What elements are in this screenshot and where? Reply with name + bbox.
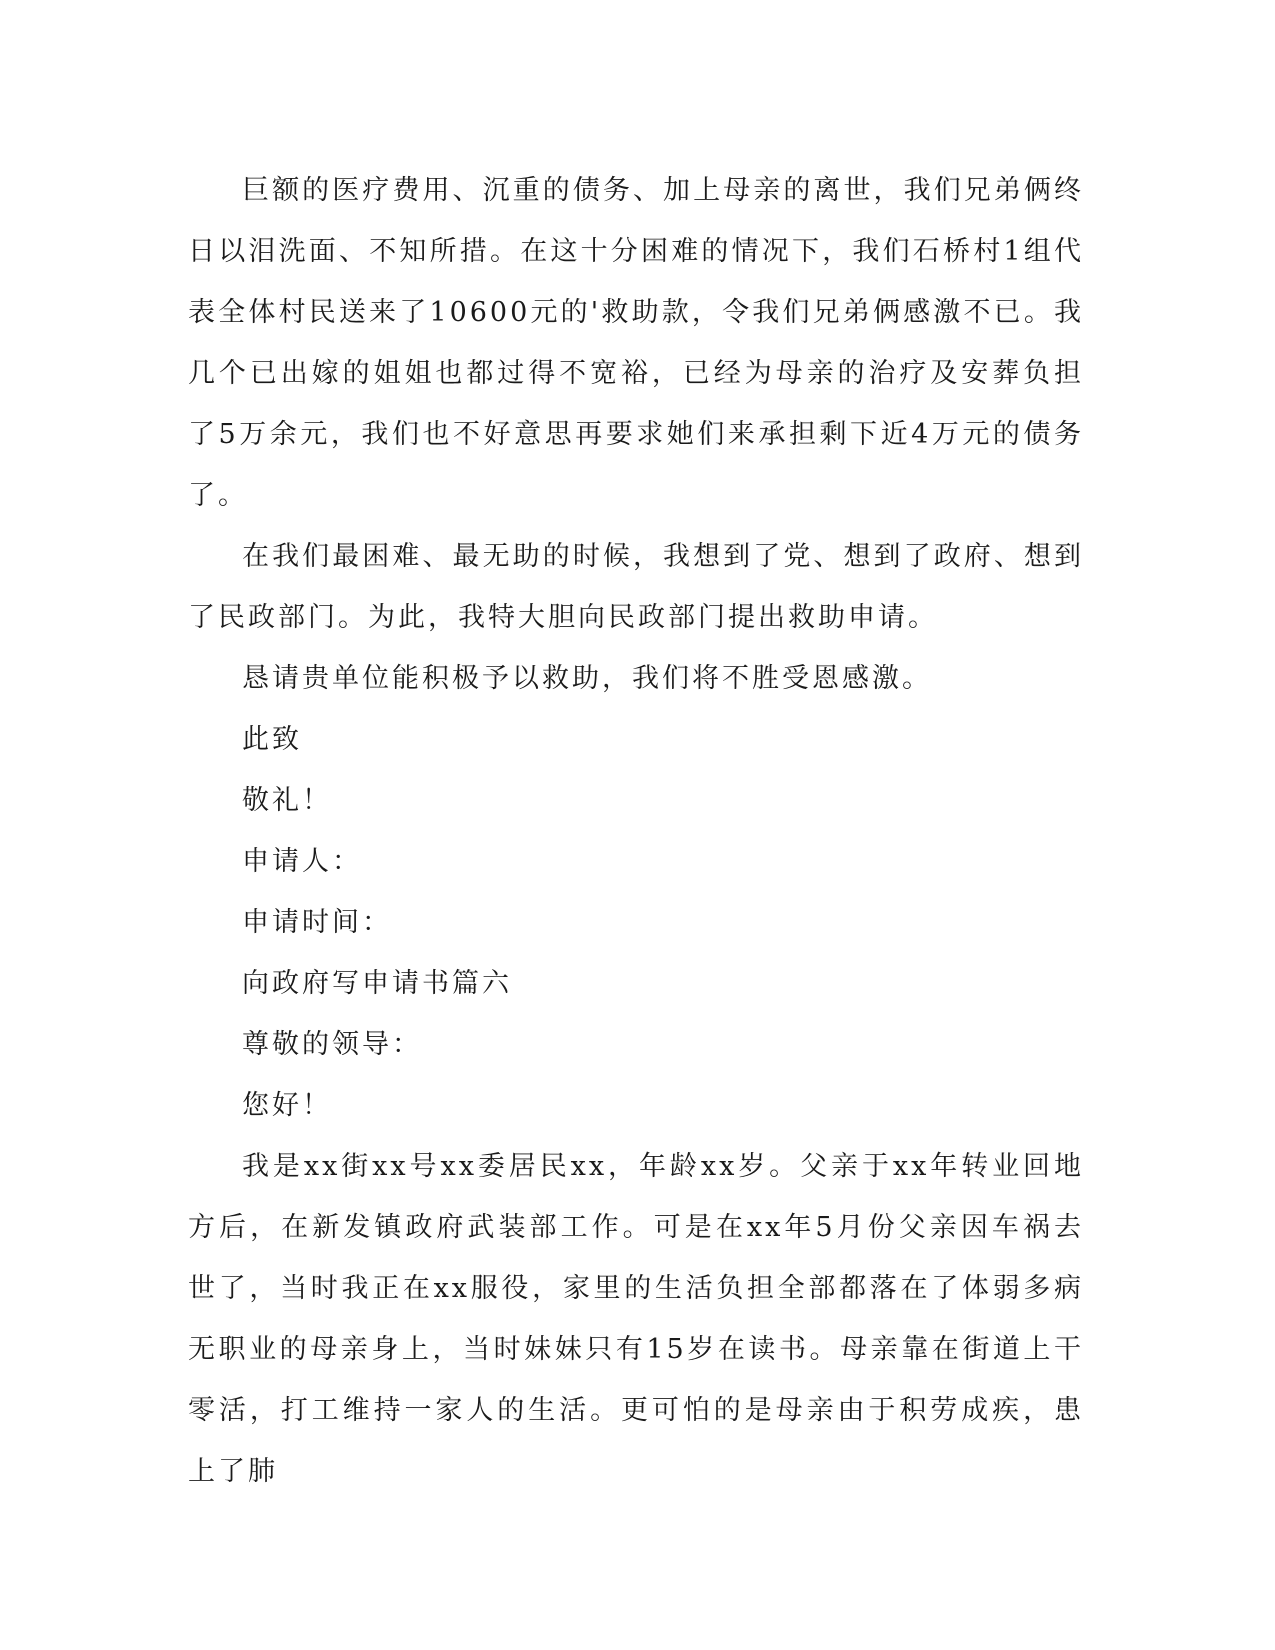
greeting: 您好！ — [242, 1090, 332, 1121]
paragraph-plea: 恳请贵单位能积极予以救助，我们将不胜受恩感激。 — [242, 663, 932, 694]
paragraph-background: 我是xx街xx号xx委居民xx，年龄xx岁。父亲于xx年转业回地方后，在新发镇政府武装部工作。可是在xx年5月份父亲因车祸去世了，当时我正在xx服役，家里的生活负担全部都落在了体弱多病无职业的母亲身上，当时妹妹只有15岁在读书。母亲靠在街道上干零活，打工维持一家人的生活。更可怕的是母亲由于积劳成疾，患上了肺 — [188, 1151, 1084, 1487]
section-heading: 向政府写申请书篇六 — [242, 968, 512, 999]
document-body — [188, 160, 1084, 1502]
salutation: 尊敬的领导： — [242, 1029, 422, 1060]
paragraph-request: 在我们最困难、最无助的时候，我想到了党、想到了政府、想到了民政部门。为此，我特大胆向民政部门提出救助申请。 — [188, 541, 1084, 633]
applicant-label: 申请人： — [242, 846, 362, 877]
closing-jing-li: 敬礼！ — [242, 785, 332, 816]
application-date-label: 申请时间： — [242, 907, 392, 938]
paragraph-expenses: 巨额的医疗费用、沉重的债务、加上母亲的离世，我们兄弟俩终日以泪洗面、不知所措。在这十分困难的情况下，我们石桥村1组代表全体村民送来了10600元的'救助款，令我们兄弟俩感激不已。我几个已出嫁的姐姐也都过得不宽裕，已经为母亲的治疗及安葬负担了5万余元，我们也不好意思再要求她们来承担剩下近4万元的债务了。 — [188, 175, 1084, 511]
closing-ci-zhi: 此致 — [242, 724, 302, 755]
